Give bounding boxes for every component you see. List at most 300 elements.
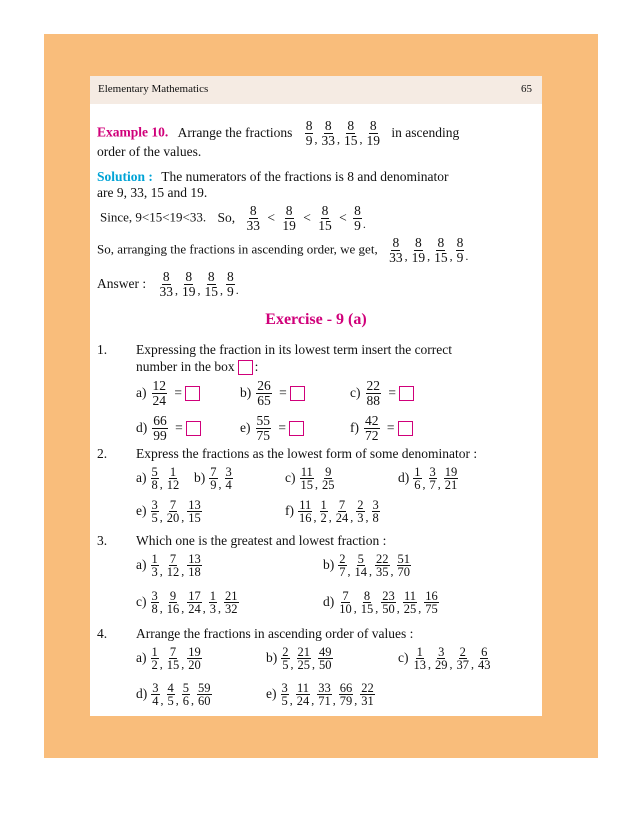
q2-item-f (285, 499, 381, 525)
numerator: 9 (169, 589, 177, 603)
denominator: 14 (354, 565, 367, 579)
separator: , (181, 563, 185, 578)
denominator: 16 (166, 602, 180, 616)
item-label: c) (398, 649, 409, 665)
item-label: c) (350, 384, 361, 400)
numerator: 3 (151, 589, 158, 603)
numerator: 17 (188, 589, 201, 603)
q2-item-c (285, 466, 337, 492)
item-label: c) (285, 469, 296, 485)
numerator: 59 (198, 681, 211, 695)
solution-text-1: The numerators of the fractions is 8 and denominator (161, 169, 449, 184)
fraction (246, 204, 262, 233)
denominator: 3 (209, 602, 216, 616)
denominator: 3 (151, 565, 158, 579)
denominator: 35 (376, 565, 389, 579)
denominator: 9 (210, 478, 217, 492)
numerator: 7 (338, 498, 346, 512)
equals-sign: = (275, 384, 287, 400)
q3-item-d (323, 590, 440, 616)
denominator: 50 (382, 602, 395, 616)
numerator: 8 (392, 235, 400, 250)
numerator: 8 (185, 269, 193, 284)
arranged-fractions (387, 235, 470, 265)
q2-item-e (136, 499, 203, 525)
fraction (256, 379, 272, 408)
denominator: 3 (357, 511, 364, 525)
separator: . (362, 216, 366, 231)
denominator: 19 (282, 218, 296, 233)
fraction (151, 553, 159, 578)
separator: , (315, 476, 318, 491)
denominator: 15 (343, 133, 358, 148)
denominator: 12 (166, 565, 180, 579)
separator: , (369, 563, 372, 578)
item-label: a) (136, 649, 147, 665)
fraction (335, 499, 350, 524)
fraction (281, 204, 297, 233)
numerator: 1 (151, 552, 158, 566)
denominator: 15 (166, 658, 180, 672)
denominator: 15 (360, 602, 374, 616)
numerator: 9 (325, 465, 332, 479)
q3-item-b (323, 553, 412, 579)
page (90, 76, 542, 716)
denominator: 15 (318, 218, 332, 233)
denominator: 70 (397, 565, 410, 579)
separator: , (328, 509, 332, 524)
item-label: f) (285, 502, 294, 518)
denominator: 21 (444, 478, 458, 492)
fraction (151, 466, 159, 491)
equals-sign: = (171, 419, 183, 435)
separator: , (332, 692, 336, 707)
fraction (197, 682, 212, 707)
item-label: d) (398, 469, 410, 485)
item-label: e) (240, 419, 251, 435)
q3-item-c (136, 590, 240, 616)
numerator: 5 (151, 465, 158, 479)
running-header (90, 76, 542, 104)
separator: , (353, 600, 357, 615)
numerator: 8 (363, 589, 371, 603)
solution-label: Solution : (97, 169, 153, 184)
answer-fractions (158, 269, 241, 299)
fraction (434, 646, 449, 671)
denominator: 24 (188, 602, 201, 616)
q1-item-a (136, 379, 200, 408)
numerator: 51 (397, 552, 410, 566)
q4-number: 4. (97, 626, 108, 641)
example-label: Example 10. (97, 124, 169, 140)
q4-item-a (136, 646, 203, 672)
denominator: 7 (339, 565, 346, 579)
numerator: 8 (207, 269, 215, 284)
fraction (151, 499, 159, 524)
numerator: 2 (459, 645, 466, 659)
example-intro: Arrange the fractions (177, 124, 293, 140)
separator: , (375, 600, 379, 615)
fraction (317, 204, 333, 233)
answer-box (290, 386, 305, 401)
equals-sign: = (383, 419, 395, 435)
denominator: 8 (151, 602, 158, 616)
numerator: 7 (169, 645, 177, 659)
fraction (364, 414, 380, 443)
fraction (151, 682, 159, 707)
separator: , (422, 476, 426, 491)
numerator: 11 (403, 589, 417, 603)
separator: , (218, 600, 221, 615)
numerator: 3 (225, 465, 232, 479)
denominator: 19 (182, 284, 196, 299)
fraction (187, 590, 202, 615)
numerator: 1 (416, 645, 423, 659)
separator: , (159, 563, 163, 578)
numerator: 19 (444, 465, 458, 479)
separator: , (359, 131, 363, 146)
denominator: 88 (366, 393, 380, 408)
item-label: b) (240, 384, 252, 400)
fraction (360, 590, 375, 615)
denominator: 5 (282, 658, 289, 672)
separator: , (175, 692, 179, 707)
denominator: 9 (354, 218, 361, 233)
fraction (296, 682, 311, 707)
numerator: 3 (152, 681, 159, 695)
fraction (360, 682, 375, 707)
numerator: 3 (372, 498, 379, 512)
numerator: 7 (169, 498, 177, 512)
solution-text-2: are 9, 33, 15 and 19. (97, 185, 208, 200)
denominator: 33 (246, 218, 261, 233)
denominator: 2 (320, 511, 327, 525)
q1-item-c (350, 379, 414, 408)
numerator: 8 (321, 203, 329, 218)
fraction (381, 590, 396, 615)
fraction (182, 682, 190, 707)
fraction (305, 119, 314, 148)
item-label: b) (266, 649, 278, 665)
fraction (321, 466, 336, 491)
separator: , (191, 692, 194, 707)
denominator: 24 (296, 694, 310, 708)
numerator: 2 (339, 552, 346, 566)
numerator: 26 (257, 378, 271, 393)
numerator: 2 (357, 498, 364, 512)
fraction (403, 590, 418, 615)
answer-box (289, 421, 304, 436)
separator: , (471, 656, 474, 671)
separator: , (350, 509, 354, 524)
denominator: 9 (227, 284, 234, 299)
denominator: 72 (365, 428, 379, 443)
q1-text-2: number in the box (136, 359, 235, 374)
separator: , (314, 131, 318, 146)
separator: , (159, 656, 163, 671)
less-than-sign: < (264, 209, 279, 225)
answer-box (399, 386, 414, 401)
denominator: 33 (159, 284, 173, 299)
numerator: 8 (456, 235, 464, 250)
item-label: b) (194, 469, 206, 485)
denominator: 25 (297, 658, 310, 672)
denominator: 9 (456, 250, 464, 265)
fraction (152, 414, 168, 443)
numerator: 7 (342, 589, 349, 603)
numerator: 1 (209, 589, 216, 603)
fraction (159, 270, 175, 299)
separator: , (390, 563, 394, 578)
item-label: e) (266, 685, 277, 701)
fraction (338, 590, 353, 615)
item-label: c) (136, 593, 147, 609)
numerator: 16 (425, 589, 438, 603)
fraction (166, 646, 181, 671)
fraction (152, 379, 168, 408)
denominator: 2 (151, 658, 158, 672)
denominator: 10 (339, 602, 352, 616)
fraction (256, 414, 272, 443)
fraction (444, 466, 459, 491)
q1-text-2-line (136, 359, 258, 375)
denominator: 50 (319, 658, 332, 672)
q2-item-d (398, 466, 459, 492)
solution-since-line (100, 204, 368, 233)
fraction (343, 119, 359, 148)
separator: . (235, 282, 239, 297)
fraction (339, 682, 354, 707)
denominator: 19 (411, 250, 426, 265)
q1-text-1: Expressing the fraction in its lowest term insert the correct (136, 342, 453, 357)
denominator: 60 (198, 694, 211, 708)
fraction (166, 499, 181, 524)
numerator: 4 (167, 681, 174, 695)
fraction (167, 682, 175, 707)
numerator: 33 (318, 681, 331, 695)
fraction (281, 646, 289, 671)
q1-item-e (240, 414, 304, 443)
fraction (317, 682, 332, 707)
denominator: 20 (166, 511, 180, 525)
numerator: 2 (282, 645, 289, 659)
numerator: 1 (151, 645, 158, 659)
separator: , (160, 692, 164, 707)
q1-item-d (136, 414, 201, 443)
separator: , (175, 282, 178, 297)
separator: , (159, 509, 163, 524)
fraction (151, 646, 159, 671)
numerator: 6 (481, 645, 488, 659)
numerator: 8 (162, 269, 170, 284)
item-label: a) (136, 469, 147, 485)
page-number: 65 (521, 83, 532, 95)
fraction (356, 499, 364, 524)
fraction (320, 499, 328, 524)
denominator: 71 (318, 694, 331, 708)
answer-box (398, 421, 413, 436)
item-label: d) (323, 593, 335, 609)
fraction (187, 553, 202, 578)
fraction (298, 499, 313, 524)
separator: , (181, 656, 185, 671)
numerator: 12 (152, 378, 166, 393)
numerator: 7 (210, 465, 217, 479)
denominator: 4 (152, 694, 159, 708)
denominator: 20 (188, 658, 201, 672)
separator: , (181, 600, 185, 615)
fraction (354, 553, 369, 578)
denominator: 5 (167, 694, 174, 708)
numerator: 23 (382, 589, 395, 603)
denominator: 65 (257, 393, 271, 408)
denominator: 18 (188, 565, 201, 579)
item-label: d) (136, 419, 148, 435)
answer-box (186, 421, 201, 436)
separator: , (347, 563, 351, 578)
fraction (411, 236, 427, 265)
numerator: 22 (366, 378, 380, 393)
denominator: 19 (366, 133, 380, 148)
numerator: 8 (249, 203, 257, 218)
fraction (365, 119, 381, 148)
separator: , (289, 692, 293, 707)
numerator: 21 (225, 589, 238, 603)
fraction (353, 204, 362, 233)
separator: , (218, 476, 222, 491)
numerator: 3 (151, 498, 158, 512)
fraction (429, 466, 437, 491)
item-label: a) (136, 384, 147, 400)
numerator: 66 (339, 681, 353, 695)
separator: , (313, 509, 317, 524)
numerator: 1 (414, 465, 421, 479)
separator: , (290, 656, 294, 671)
numerator: 1 (320, 498, 327, 512)
numerator: 8 (437, 235, 445, 250)
q1-text-2-tail: : (254, 359, 259, 374)
fraction (456, 646, 471, 671)
fraction (225, 466, 233, 491)
denominator: 29 (435, 658, 448, 672)
numerator: 19 (188, 645, 201, 659)
example-tail: in ascending (391, 124, 460, 140)
numerator: 22 (376, 552, 389, 566)
denominator: 25 (322, 478, 335, 492)
fraction (209, 466, 217, 491)
arranging-text: So, arranging the fractions in ascending order, we get, (97, 241, 378, 257)
fraction (456, 236, 465, 265)
separator: , (396, 600, 400, 615)
fraction (181, 270, 197, 299)
numerator: 13 (188, 498, 201, 512)
denominator: 8 (372, 511, 379, 525)
denominator: 13 (413, 658, 426, 672)
denominator: 32 (225, 602, 238, 616)
numerator: 8 (414, 235, 422, 250)
separator: , (418, 600, 422, 615)
denominator: 9 (305, 133, 313, 148)
fraction (375, 553, 390, 578)
numerator: 11 (299, 498, 312, 512)
arranging-line (97, 236, 470, 265)
separator: . (465, 248, 469, 263)
denominator: 43 (478, 658, 491, 672)
denominator: 6 (414, 478, 421, 492)
denominator: 7 (429, 478, 436, 492)
equals-sign: = (171, 384, 182, 400)
denominator: 75 (425, 602, 438, 616)
fraction (338, 553, 346, 578)
separator: , (159, 600, 163, 615)
numerator: 7 (169, 552, 177, 566)
fraction (166, 553, 181, 578)
less-than-sign: < (335, 209, 351, 225)
fraction (413, 466, 421, 491)
q2-text: Express the fractions as the lowest form of some denominator : (136, 446, 478, 461)
fraction (166, 466, 181, 491)
fraction (366, 379, 382, 408)
q3-text: Which one is the greatest and lowest fraction : (136, 533, 387, 548)
numerator: 8 (305, 118, 313, 133)
separator: , (311, 692, 315, 707)
answer-label: Answer : (97, 275, 147, 291)
numerator: 21 (297, 645, 310, 659)
q1-item-f (350, 414, 413, 443)
numerator: 13 (188, 552, 201, 566)
q2-number: 2. (97, 446, 108, 461)
numerator: 8 (354, 203, 361, 218)
example-fractions (304, 118, 382, 148)
fraction (297, 646, 312, 671)
since-text: Since, 9<15<19<33. (100, 209, 207, 225)
fraction (397, 553, 412, 578)
denominator: 25 (403, 602, 417, 616)
numerator: 8 (324, 118, 332, 133)
fraction (204, 270, 220, 299)
q1-number: 1. (97, 342, 108, 357)
denominator: 5 (151, 511, 158, 525)
fraction (318, 646, 333, 671)
fraction (372, 499, 380, 524)
exercise-title: Exercise - 9 (a) (265, 311, 367, 328)
numerator: 11 (296, 681, 310, 695)
q4-item-d (136, 682, 213, 708)
item-label: e) (136, 502, 147, 518)
item-label: a) (136, 556, 147, 572)
equals-sign: = (275, 419, 286, 435)
numerator: 42 (365, 413, 379, 428)
answer-box (185, 386, 200, 401)
numerator: 49 (319, 645, 332, 659)
fraction (477, 646, 492, 671)
separator: , (449, 656, 453, 671)
denominator: 31 (361, 694, 374, 708)
q1-item-b (240, 379, 305, 408)
separator: , (202, 600, 206, 615)
numerator: 8 (369, 118, 377, 133)
denominator: 4 (225, 478, 232, 492)
denominator: 37 (456, 658, 469, 672)
denominator: 5 (281, 694, 288, 708)
q4-item-b (266, 646, 334, 672)
separator: , (404, 248, 408, 263)
separator: , (220, 282, 223, 297)
fraction (187, 646, 202, 671)
denominator: 15 (188, 511, 201, 525)
fraction (433, 236, 449, 265)
numerator: 5 (357, 552, 364, 566)
